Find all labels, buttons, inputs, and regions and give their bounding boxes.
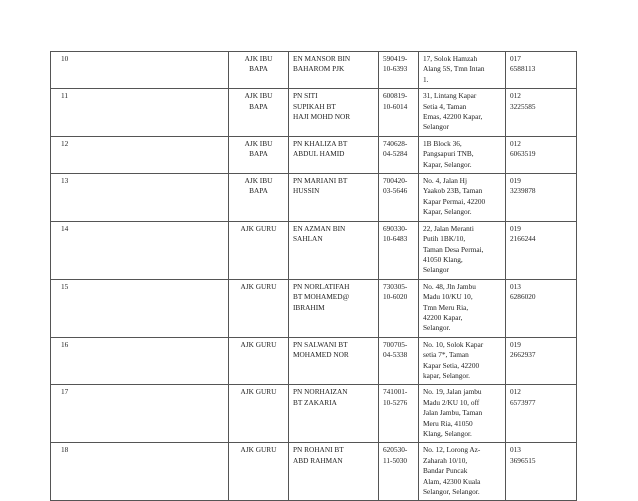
address-cell: No. 19, Jalan jambu Madu 2/KU 10, off Jalan Jambu, Taman Meru Ria, 41050 Klang, Selangor. [419, 385, 506, 443]
position-cell: AJK IBU BAPA [229, 136, 289, 173]
table-row [51, 385, 577, 443]
row-number: 12 [51, 136, 229, 173]
address-cell: No. 12, Lorong Az- Zaharah 10/10, Bandar Puncak Alam, 42300 Kuala Selangor, Selangor. [419, 443, 506, 501]
phone-cell: 017 6588113 [506, 52, 577, 89]
phone-cell: 013 3696515 [506, 443, 577, 501]
position-cell: AJK GURU [229, 385, 289, 443]
row-number: 18 [51, 443, 229, 501]
ic-number-cell: 620530- 11-5030 [379, 443, 419, 501]
row-number: 13 [51, 174, 229, 222]
position-cell: AJK IBU BAPA [229, 174, 289, 222]
address-cell: No. 48, Jln Jambu Madu 10/KU 10, Tmn Meru Ria, 42200 Kapar, Selangor. [419, 279, 506, 337]
phone-cell: 012 6573977 [506, 385, 577, 443]
phone-cell: 012 6063519 [506, 136, 577, 173]
ic-number-cell: 690330- 10-6483 [379, 221, 419, 279]
position-cell: AJK GURU [229, 221, 289, 279]
table-row [51, 443, 577, 501]
phone-cell: 019 3239878 [506, 174, 577, 222]
address-cell: 17, Solok Hamzah Alang 5S, Tmn Intan 1. [419, 52, 506, 89]
table-row [51, 279, 577, 337]
ic-number-cell: 741001- 10-5276 [379, 385, 419, 443]
address-cell: 31, Lintang Kapar Setia 4, Taman Emas, 42200 Kapar, Selangor [419, 89, 506, 137]
name-cell: EN MANSOR BIN BAHAROM PJK [289, 52, 379, 89]
row-number: 16 [51, 337, 229, 385]
table-row [51, 89, 577, 137]
phone-cell: 013 6286020 [506, 279, 577, 337]
address-cell: 22, Jalan Meranti Putih 1BK/10, Taman Desa Permai, 41050 Klang, Selangor [419, 221, 506, 279]
row-number: 11 [51, 89, 229, 137]
position-cell: AJK IBU BAPA [229, 89, 289, 137]
address-cell: No. 10, Solok Kapar setia 7*, Taman Kapar Setia, 42200 kapar, Selangor. [419, 337, 506, 385]
name-cell: PN MARIANI BT HUSSIN [289, 174, 379, 222]
address-cell: No. 4, Jalan Hj Yaakob 23B, Taman Kapar Permai, 42200 Kapar, Selangor. [419, 174, 506, 222]
row-number: 17 [51, 385, 229, 443]
table-row [51, 337, 577, 385]
name-cell: PN SALWANI BT MOHAMED NOR [289, 337, 379, 385]
table-row [51, 174, 577, 222]
ic-number-cell: 740628- 04-5284 [379, 136, 419, 173]
name-cell: PN KHALIZA BT ABDUL HAMID [289, 136, 379, 173]
phone-cell: 019 2662937 [506, 337, 577, 385]
ic-number-cell: 600819- 10-6014 [379, 89, 419, 137]
ic-number-cell: 730305- 10-6020 [379, 279, 419, 337]
position-cell: AJK GURU [229, 337, 289, 385]
phone-cell: 012 3225585 [506, 89, 577, 137]
committee-table [50, 51, 577, 501]
row-number: 14 [51, 221, 229, 279]
position-cell: AJK GURU [229, 279, 289, 337]
position-cell: AJK IBU BAPA [229, 52, 289, 89]
address-cell: 1B Block 36, Pangsapuri TNB, Kapar, Selangor. [419, 136, 506, 173]
table-row [51, 136, 577, 173]
ic-number-cell: 700705- 04-5338 [379, 337, 419, 385]
ic-number-cell: 700420- 03-5646 [379, 174, 419, 222]
name-cell: PN ROHANI BT ABD RAHMAN [289, 443, 379, 501]
name-cell: PN SITI SUPIKAH BT HAJI MOHD NOR [289, 89, 379, 137]
row-number: 15 [51, 279, 229, 337]
name-cell: PN NORLATIFAH BT MOHAMED@ IBRAHIM [289, 279, 379, 337]
ic-number-cell: 590419- 10-6393 [379, 52, 419, 89]
name-cell: PN NORHAIZAN BT ZAKARIA [289, 385, 379, 443]
table-row [51, 221, 577, 279]
row-number: 10 [51, 52, 229, 89]
name-cell: EN AZMAN BIN SAHLAN [289, 221, 379, 279]
phone-cell: 019 2166244 [506, 221, 577, 279]
position-cell: AJK GURU [229, 443, 289, 501]
table-row [51, 52, 577, 89]
